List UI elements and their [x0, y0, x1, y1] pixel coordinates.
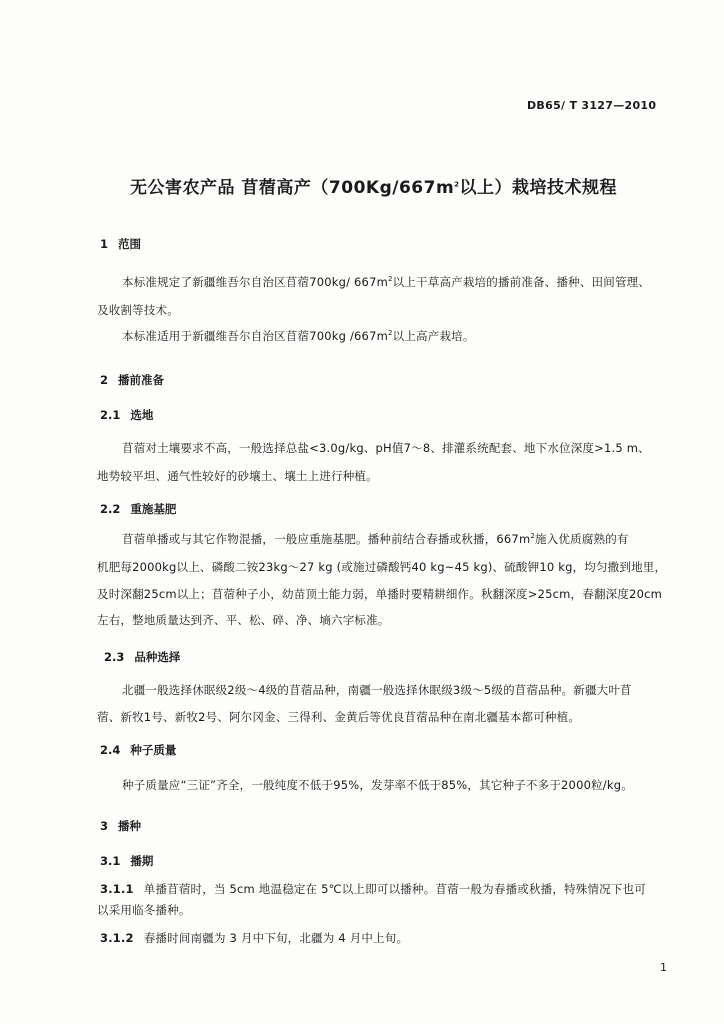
section-2-heading — [100, 372, 164, 388]
section-title: 范围 — [118, 237, 142, 251]
section-number: 3.1.1 — [100, 882, 134, 896]
section-3-1-heading — [100, 853, 153, 869]
section-2-2-line-1: 苜蓿单播或与其它作物混播，一般应重施基肥。播种前结合春播或秋播，$667m^2$施入优质腐熟的有 — [122, 532, 629, 546]
section-3-1-2-line-1: 3.1.2 春播时间南疆为 3 月中下旬，北疆为 4 月中上旬。 — [100, 931, 409, 945]
section-2-2-line-4: 左右，整地质量达到齐、平、松、碎、净、墒六字标准。 — [97, 613, 390, 627]
section-3-1-1-line-1: 3.1.1 单播苜蓿时，当 5cm 地温稳定在 5℃以上即可以播种。苜蓿一般为春播或秋播，特殊情况下也可 — [100, 882, 646, 896]
section-title: 播前准备 — [118, 373, 165, 387]
section-2-4-heading — [100, 742, 176, 758]
section-title: 播种 — [118, 819, 142, 833]
section-title: 重施基肥 — [130, 502, 177, 516]
section-title: 种子质量 — [130, 743, 177, 757]
section-number: 2.2 — [100, 502, 121, 516]
section-number: 2.3 — [104, 650, 125, 664]
section-2-3-line-2: 蓿、新牧1号、新牧2号、阿尔冈金、三得利、金黄后等优良苜蓿品种在南北疆基本都可种植。 — [97, 710, 581, 724]
section-2-1-line-2: 地势较平坦、通气性较好的砂壤土、壤土上进行种植。 — [97, 469, 378, 483]
section-2-1-line-1: 苜蓿对土壤要求不高，一般选择总盐<3.0g/kg、pH值7～8、排灌系统配套、地下水位深度>1.5 m、 — [122, 441, 650, 455]
section-number: 3.1.2 — [100, 931, 134, 945]
title-prefix: 无公害农产品 苜蓿高产（700Kg/667m — [130, 178, 455, 198]
section-1-para-1-line-1: 本标准规定了新疆维吾尔自治区苜蓿700kg/ $667m^2$以上干草高产栽培的播前准备、播种、田间管理、 — [122, 275, 651, 289]
section-2-2-line-2: 机肥每2000kg以上、磷酸二铵23kg～27 kg (或施过磷酸钙40 kg~45 kg)、硫酸钾10 kg，均匀撒到地里， — [97, 560, 667, 574]
section-number: 1 — [100, 237, 109, 251]
section-3-1-1-line-2: 以采用临冬播种。 — [97, 903, 191, 917]
section-1-heading — [100, 236, 141, 252]
section-3-heading — [100, 818, 141, 834]
section-number: 2 — [100, 373, 109, 387]
section-2-4-line-1: 种子质量应“三证”齐全，一般纯度不低于95%，发芽率不低于85%，其它种子不多于2000粒/kg。 — [122, 778, 633, 792]
title-suffix: 以上）栽培技术规程 — [459, 178, 618, 198]
section-title: 选地 — [130, 408, 154, 422]
section-number: 2.4 — [100, 743, 121, 757]
page-number: 1 — [660, 961, 667, 974]
document-title — [130, 173, 630, 198]
standard-code: DB65/ T 3127—2010 — [527, 99, 657, 112]
section-2-3-heading — [104, 649, 180, 665]
title-superscript: 2 — [454, 180, 460, 189]
section-2-3-line-1: 北疆一般选择休眠级2级～4级的苜蓿品种，南疆一般选择休眠级3级～5级的苜蓿品种。新疆大叶苜 — [122, 683, 632, 697]
section-1-para-1-line-2: 及收割等技术。 — [97, 303, 179, 317]
section-number: 3 — [100, 819, 109, 833]
section-number: 3.1 — [100, 854, 121, 868]
section-2-2-heading — [100, 501, 176, 517]
section-number: 2.1 — [100, 408, 121, 422]
section-2-2-line-3: 及时深翻25cm以上；苜蓿种子小，幼苗顶土能力弱，单播时要精耕细作。秋翻深度>25cm，春翻深度20cm — [97, 587, 663, 601]
section-title: 播期 — [130, 854, 154, 868]
section-2-1-heading — [100, 407, 153, 423]
section-title: 品种选择 — [134, 650, 181, 664]
section-1-para-2: 本标准适用于新疆维吾尔自治区苜蓿700kg $/667m^2$以上高产栽培。 — [122, 329, 475, 343]
